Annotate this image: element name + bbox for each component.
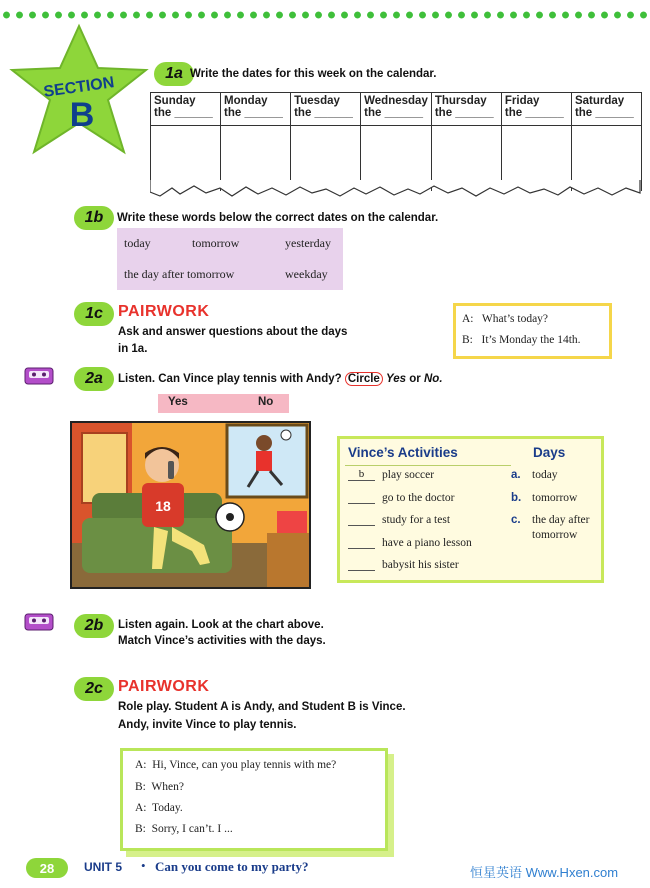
calendar-date-blank[interactable]: the ______ [221,107,290,126]
exercise-1c-title: PAIRWORK [118,303,210,320]
days-title: Days [533,445,566,460]
boy-on-phone-image [72,423,309,587]
day-option: tomorrow [532,529,578,541]
exercise-2c-line-1: Role play. Student A is Andy, and Student B is Vince. [118,701,406,713]
exercise-1a-instruction: Write the dates for this week on the calendar. [190,68,437,80]
exercise-2c-title: PAIRWORK [118,678,210,695]
section-letter: B [69,96,95,134]
exercise-1b-instruction: Write these words below the correct dates on the calendar. [117,212,439,224]
unit-label: UNIT 5 [84,860,123,874]
calendar-day-name: Thursday [434,95,487,107]
dialog-box-1c [453,303,612,359]
yes-no-bar [158,394,289,413]
exercise-2c-badge: 2c [74,677,114,701]
calendar-date-blank[interactable]: the ______ [432,107,501,126]
dialog-line: B: It’s Monday the 14th. [462,334,581,346]
exercise-1c-badge: 1c [74,302,114,326]
dotted-border [0,8,650,22]
calendar-date-blank[interactable]: the ______ [502,107,571,126]
no-option[interactable]: No [258,396,274,408]
day-option: the day after [532,514,590,526]
calendar-day-name: Wednesday [364,95,428,107]
day-letter: a. [511,469,521,481]
section-word: SECTION [42,74,116,101]
calendar-date-blank[interactable]: the ______ [572,107,641,126]
day-letter: c. [511,514,521,526]
exercise-2b-line-1: Listen again. Look at the chart above. [118,619,324,631]
page-number: 28 [26,858,68,878]
exercise-2a-badge: 2a [74,367,114,391]
activity-item: study for a test [382,514,451,526]
exercise-2b-line-2: Match Vince’s activities with the days. [118,635,326,647]
activity-answer-blank[interactable] [348,538,375,549]
dialog-box-2c [120,748,388,851]
activity-answer-blank[interactable] [348,493,375,504]
exercise-2c-line-2: Andy, invite Vince to play tennis. [118,719,297,731]
watermark: 恒星英语 Www.Hxen.com [470,865,619,880]
activity-answer-blank[interactable]: b [348,470,375,481]
cassette-icon[interactable] [24,613,54,631]
activity-answer-blank[interactable] [348,560,375,571]
dialog-line: A: Today. [135,802,183,814]
activities-chart [337,436,604,583]
activity-item: play soccer [382,469,435,481]
word-item: today [124,236,151,250]
yes-option[interactable]: Yes [168,396,188,408]
activities-title: Vince’s Activities [348,445,458,460]
word-item: tomorrow [192,236,240,250]
calendar-torn-edge [150,176,642,198]
exercise-1c-instruction-1: Ask and answer questions about the days [118,326,348,338]
calendar-day-name: Sunday [154,95,196,107]
exercise-2b-badge: 2b [74,614,114,638]
calendar-day-name: Monday [224,95,268,107]
calendar-day-name: Saturday [574,95,625,107]
word-box [117,228,343,290]
calendar-day-name: Tuesday [294,95,340,107]
dialog-line: A: Hi, Vince, can you play tennis with me? [135,759,337,771]
word-item: the day after tomorrow [124,267,235,281]
dialog-line: B: When? [135,781,184,793]
cassette-icon[interactable] [24,367,54,385]
calendar-date-blank[interactable]: the ______ [361,107,431,126]
activity-item: babysit his sister [382,559,459,571]
dialog-line: B: Sorry, I can’t. I ... [135,823,233,835]
unit-title: Can you come to my party? [155,859,309,874]
day-option: today [532,469,558,481]
exercise-2a-instruction: Listen. Can Vince play tennis with Andy? Circle Yes or No. [118,373,443,385]
footer-bullet: • [141,858,146,873]
calendar-day-name: Friday [504,95,540,107]
word-item: yesterday [285,236,331,250]
word-item: weekday [285,267,328,281]
activity-item: go to the doctor [382,491,455,504]
activity-item: have a piano lesson [382,536,472,549]
calendar-date-blank[interactable]: the ______ [151,107,220,126]
calendar-date-blank[interactable]: the ______ [291,107,360,126]
jersey-number: 18 [155,498,171,514]
circle-word: Circle [345,372,383,386]
activity-answer-blank[interactable] [348,515,375,526]
exercise-1c-instruction-2: in 1a. [118,343,148,355]
exercise-1a-badge: 1a [154,62,194,86]
vince-illustration [70,421,311,589]
day-letter: b. [511,491,522,504]
dialog-line: A: What’s today? [462,313,549,325]
section-star-badge [8,22,150,162]
exercise-1b-badge: 1b [74,206,114,230]
day-option: tomorrow [532,491,578,504]
